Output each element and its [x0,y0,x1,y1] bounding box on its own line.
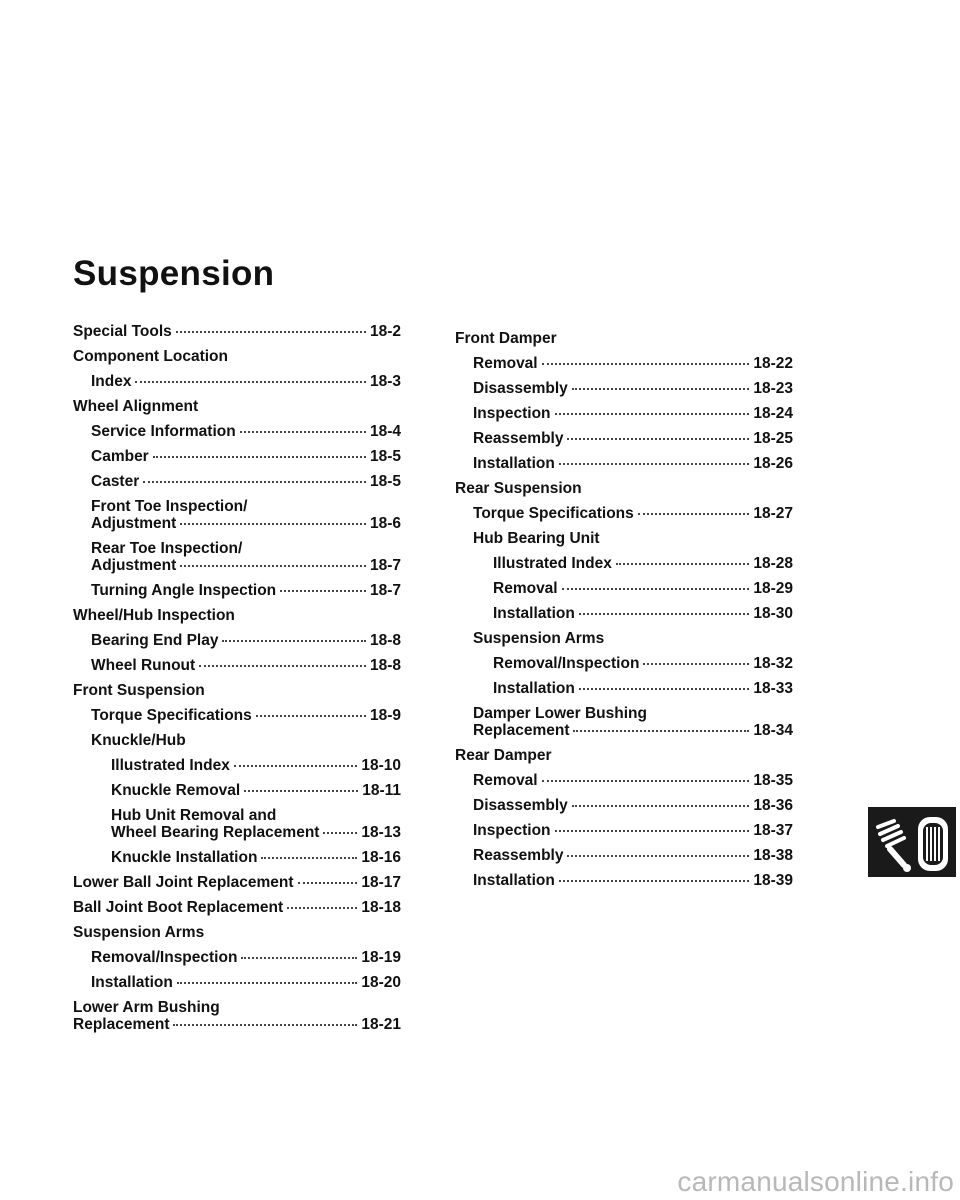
toc-page-number: 18-19 [361,949,401,966]
toc-entry-label: Wheel Alignment [73,398,199,415]
dot-leader [542,780,750,782]
toc-entry[interactable] [455,655,793,672]
dot-leader [298,882,358,884]
toc-entry-label: Caster [91,473,140,490]
toc-entry-label: Front Suspension [73,682,205,699]
dot-leader [559,463,750,465]
dot-leader [153,456,366,458]
dot-leader [572,805,750,807]
toc-entry[interactable] [455,747,793,764]
dot-leader [562,588,750,590]
dot-leader [579,613,750,615]
toc-entry-label: Installation [493,680,575,697]
toc-page-number: 18-35 [753,772,793,789]
toc-page-number: 18-7 [369,557,401,574]
toc-entry[interactable] [455,530,793,547]
dot-leader [180,523,366,525]
dot-leader [643,663,749,665]
toc-entry-label: Installation [493,605,575,622]
toc-entry-label: Service Information [91,423,236,440]
toc-entry-label: Illustrated Index [111,757,230,774]
page-title: Suspension [73,254,275,293]
toc-entry[interactable] [455,430,793,447]
toc-entry[interactable] [73,348,401,365]
toc-entry[interactable] [455,580,793,597]
toc-entry[interactable] [455,705,793,739]
dot-leader [222,640,365,642]
toc-entry[interactable] [73,949,401,966]
toc-entry[interactable] [73,874,401,891]
shock-absorber-icon [868,807,956,877]
dot-leader [638,513,750,515]
toc-entry-label-continued: Adjustment [91,557,177,574]
toc-page-number: 18-26 [753,455,793,472]
dot-leader [177,982,358,984]
toc-entry[interactable] [455,380,793,397]
toc-page-number: 18-18 [361,899,401,916]
toc-page-number: 18-16 [361,849,401,866]
toc-entry[interactable] [73,423,401,440]
toc-entry[interactable] [455,505,793,522]
toc-entry[interactable] [73,398,401,415]
toc-entry[interactable] [73,899,401,916]
toc-entry-label: Knuckle Installation [111,849,258,866]
toc-entry-label: Installation [473,455,555,472]
toc-entry-label: Damper Lower Bushing [473,705,647,722]
toc-entry-label: Removal/Inspection [91,949,238,966]
toc-entry[interactable] [73,732,401,749]
toc-entry-label: Reassembly [473,847,564,864]
toc-right-column [455,330,793,889]
toc-entry-label: Inspection [473,405,551,422]
dot-leader [323,832,357,834]
toc-page-number: 18-22 [753,355,793,372]
toc-page-number: 18-3 [369,373,401,390]
toc-page-number: 18-24 [753,405,793,422]
toc-entry-label: Suspension Arms [73,924,205,941]
toc-entry[interactable] [455,772,793,789]
toc-entry[interactable] [73,924,401,941]
toc-entry-label: Component Location [73,348,228,365]
toc-entry[interactable] [73,323,401,340]
dot-leader [199,665,366,667]
toc-entry[interactable] [455,555,793,572]
dot-leader [240,431,366,433]
toc-entry-label: Front Damper [455,330,557,347]
dot-leader [572,388,750,390]
toc-entry[interactable] [73,807,401,841]
toc-entry-label: Hub Bearing Unit [473,530,600,547]
toc-entry-label: Rear Toe Inspection/ [91,540,243,557]
dot-leader [555,413,750,415]
toc-page-number: 18-33 [753,680,793,697]
toc-entry-label: Reassembly [473,430,564,447]
toc-entry[interactable] [73,448,401,465]
toc-entry[interactable] [455,330,793,347]
toc-page-number: 18-4 [369,423,401,440]
toc-entry[interactable] [73,657,401,674]
toc-page-number: 18-10 [361,757,401,774]
toc-page-number: 18-21 [361,1016,401,1033]
toc-entry-label-continued: Replacement [473,722,570,739]
toc-entry-label-continued: Replacement [73,1016,170,1033]
watermark: carmanualsonline.info [677,1166,954,1197]
toc-entry[interactable] [73,373,401,390]
toc-entry-label: Wheel Runout [91,657,196,674]
toc-entry-label: Knuckle Removal [111,782,241,799]
toc-page-number: 18-34 [753,722,793,739]
toc-entry-label: Illustrated Index [493,555,612,572]
toc-entry[interactable] [455,605,793,622]
toc-entry[interactable] [73,757,401,774]
toc-entry-label: Torque Specifications [91,707,252,724]
dot-leader [567,855,749,857]
toc-entry[interactable] [455,847,793,864]
toc-entry-label: Removal/Inspection [493,655,640,672]
dot-leader [135,381,365,383]
toc-entry[interactable] [73,632,401,649]
toc-entry-label: Disassembly [473,797,568,814]
toc-entry-label: Removal [473,355,538,372]
dot-leader [173,1024,357,1026]
toc-entry-label: Suspension Arms [473,630,605,647]
toc-entry[interactable] [455,455,793,472]
dot-leader [280,590,366,592]
dot-leader [244,790,358,792]
toc-page-number: 18-39 [753,872,793,889]
toc-entry-label: Removal [493,580,558,597]
dot-leader [567,438,749,440]
toc-entry[interactable] [73,473,401,490]
toc-page-number: 18-6 [369,515,401,532]
toc-entry-label: Rear Suspension [455,480,582,497]
toc-page-number: 18-36 [753,797,793,814]
toc-entry[interactable] [455,405,793,422]
dot-leader [542,363,750,365]
dot-leader [241,957,357,959]
toc-entry-label: Ball Joint Boot Replacement [73,899,284,916]
toc-page-number: 18-17 [361,874,401,891]
toc-entry-label: Special Tools [73,323,172,340]
toc-entry-label: Rear Damper [455,747,552,764]
toc-page-number: 18-29 [753,580,793,597]
toc-entry[interactable] [73,707,401,724]
toc-entry-label: Lower Arm Bushing [73,999,220,1016]
toc-entry[interactable] [455,872,793,889]
dot-leader [143,481,366,483]
toc-entry-label: Bearing End Play [91,632,219,649]
toc-entry-label: Knuckle/Hub [91,732,186,749]
toc-entry-label-continued: Adjustment [91,515,177,532]
toc-page-number: 18-38 [753,847,793,864]
toc-entry-label: Removal [473,772,538,789]
toc-entry-label: Index [91,373,132,390]
dot-leader [176,331,366,333]
toc-entry[interactable] [455,355,793,372]
toc-page-number: 18-8 [369,657,401,674]
dot-leader [616,563,749,565]
toc-page-number: 18-8 [369,632,401,649]
toc-entry[interactable] [73,849,401,866]
toc-entry-label: Installation [473,872,555,889]
toc-entry-label: Front Toe Inspection/ [91,498,248,515]
toc-entry[interactable] [455,822,793,839]
toc-entry-label: Lower Ball Joint Replacement [73,874,294,891]
toc-entry-label: Turning Angle Inspection [91,582,277,599]
toc-entry-label: Hub Unit Removal and [111,807,277,824]
toc-entry[interactable] [455,480,793,497]
toc-page-number: 18-37 [753,822,793,839]
toc-page-number: 18-7 [369,582,401,599]
toc-entry[interactable] [73,582,401,599]
toc-page-number: 18-25 [753,430,793,447]
dot-leader [555,830,750,832]
toc-page-number: 18-2 [369,323,401,340]
toc-entry[interactable] [73,782,401,799]
toc-entry[interactable] [73,607,401,624]
toc-entry-label: Inspection [473,822,551,839]
toc-entry[interactable] [73,999,401,1033]
toc-page-number: 18-20 [361,974,401,991]
dot-leader [573,730,749,732]
dot-leader [579,688,750,690]
toc-page-number: 18-9 [369,707,401,724]
dot-leader [180,565,366,567]
toc-left-column [73,323,401,1033]
toc-page-number: 18-11 [362,782,401,799]
toc-entry[interactable] [73,974,401,991]
dot-leader [287,907,357,909]
toc-entry[interactable] [73,498,401,532]
dot-leader [256,715,366,717]
toc-entry-label: Torque Specifications [473,505,634,522]
dot-leader [559,880,750,882]
toc-page-number: 18-5 [369,473,401,490]
dot-leader [234,765,357,767]
dot-leader [261,857,357,859]
toc-page-number: 18-28 [753,555,793,572]
toc-entry[interactable] [73,682,401,699]
toc-entry-label-continued: Wheel Bearing Replacement [111,824,320,841]
toc-entry[interactable] [73,540,401,574]
toc-entry-label: Disassembly [473,380,568,397]
toc-page-number: 18-27 [753,505,793,522]
toc-entry-label: Wheel/Hub Inspection [73,607,235,624]
toc-page-number: 18-30 [753,605,793,622]
toc-page-number: 18-5 [369,448,401,465]
section-tab [868,807,956,877]
toc-entry[interactable] [455,630,793,647]
toc-entry[interactable] [455,797,793,814]
toc-page-number: 18-32 [753,655,793,672]
toc-page-number: 18-13 [361,824,401,841]
toc-entry[interactable] [455,680,793,697]
toc-entry-label: Installation [91,974,173,991]
toc-entry-label: Camber [91,448,149,465]
toc-page-number: 18-23 [753,380,793,397]
